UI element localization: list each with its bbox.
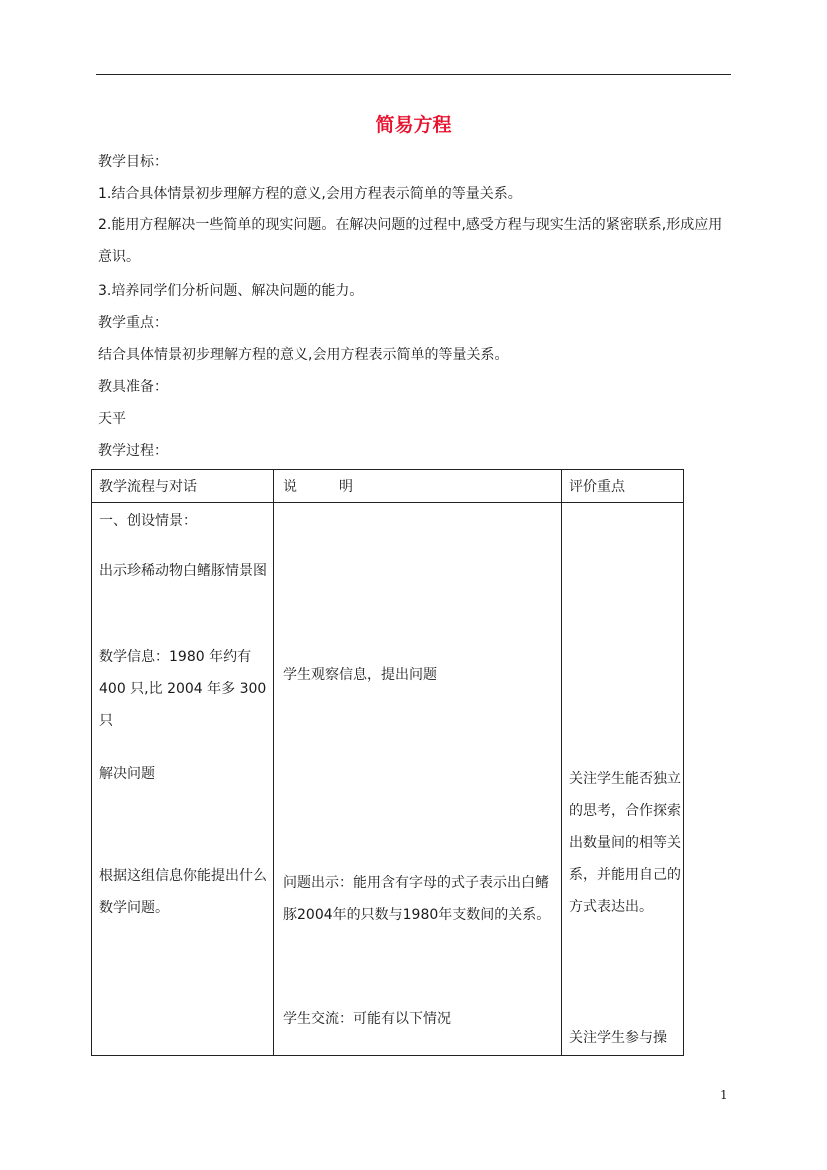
tools-text: 天平 [98,411,126,427]
goal-1: 1.结合具体情景初步理解方程的意义,会用方程表示简单的等量关系。 [98,186,522,202]
table-header-row [92,470,684,503]
page-number: 1 [720,1088,728,1102]
evaluation-line-1: 关注学生能否独立的思考，合作探索出数量间的相等关系，并能用自己的方式表达出。 [569,771,681,915]
key-heading: 教学重点： [98,315,168,331]
header-notes: 说 明 [274,470,562,503]
goal-2: 2.能用方程解决一些简单的现实问题。在解决问题的过程中,感受方程与现实生活的紧密联系,形成应用意识。 [98,217,723,265]
flow-line-3: 数学信息：1980 年约有 400 只,比 2004 年多 300 只 [99,649,267,729]
goal-3: 3.培养同学们分析问题、解决问题的能力。 [98,283,364,299]
flow-line-4: 解决问题 [99,766,155,782]
tools-heading: 教具准备： [98,379,168,395]
evaluation-line-2: 关注学生参与操 [569,1030,667,1046]
table-row [92,503,684,1056]
header-evaluation: 评价重点 [562,470,684,503]
lesson-process-table [91,469,684,1056]
key-text: 结合具体情景初步理解方程的意义,会用方程表示简单的等量关系。 [98,347,509,363]
notes-line-2: 问题出示：能用含有字母的式子表示出白鳍豚2004年的只数与1980年支数间的关系。 [283,875,551,923]
flow-line-5: 根据这组信息你能提出什么数学问题。 [99,868,267,916]
flow-line-1: 一、创设情景： [99,513,197,529]
goals-heading: 教学目标： [98,154,168,170]
flow-cell [92,503,274,1056]
process-heading: 教学过程： [98,443,168,459]
document-title: 简易方程 [375,114,452,136]
header-flow: 教学流程与对话 [92,470,274,503]
notes-line-3: 学生交流：可能有以下情况 [283,1011,451,1027]
notes-line-1: 学生观察信息，提出问题 [283,667,437,683]
evaluation-cell [562,503,684,1056]
flow-line-2: 出示珍稀动物白鳍豚情景图 [99,563,267,579]
notes-cell [274,503,562,1056]
header-rule [96,74,731,75]
